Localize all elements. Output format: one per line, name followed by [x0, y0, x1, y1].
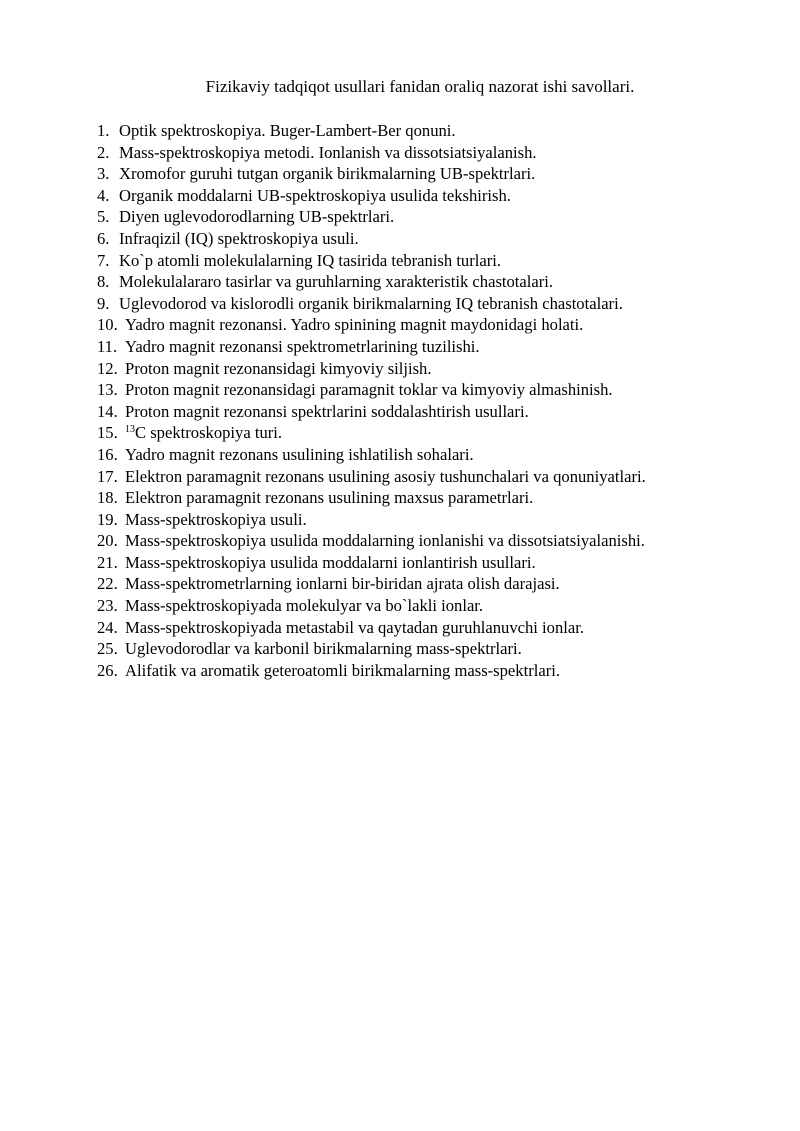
- question-item-12: [97, 358, 787, 380]
- question-text: Mass-spektroskopiya usulida moddalarning ionlanishi va dissotsiatsiyalanishi.: [125, 531, 645, 551]
- question-number: 13.: [97, 380, 118, 400]
- question-number: 17.: [97, 466, 118, 486]
- question-text: Mass-spektroskopiya metodi. Ionlanish va dissotsiatsiyalanish.: [119, 142, 537, 162]
- question-number: 24.: [97, 617, 118, 637]
- question-text: Mass-spektroskopiyada molekulyar va bo`lakli ionlar.: [125, 596, 484, 616]
- question-number: 1.: [97, 121, 110, 140]
- question-number: 18.: [97, 488, 118, 508]
- question-text: Optik spektroskopiya. Buger-Lambert-Ber qonuni.: [119, 121, 456, 140]
- question-number: 6.: [97, 228, 110, 248]
- question-number: 26.: [97, 660, 118, 680]
- question-item-9: [97, 293, 787, 315]
- question-item-5: [97, 206, 787, 228]
- superscript-isotope: 13: [125, 424, 135, 436]
- question-item-21: [97, 552, 787, 574]
- question-item-25: [97, 638, 787, 660]
- question-number: 20.: [97, 531, 118, 551]
- question-text: Uglevodorod va kislorodli organik birikmalarning IQ tebranish chastotalari.: [119, 293, 623, 313]
- question-item-22: [97, 573, 787, 595]
- question-number: 21.: [97, 552, 118, 572]
- question-number: 14.: [97, 401, 118, 421]
- question-number: 5.: [97, 207, 110, 227]
- question-item-2: [97, 142, 787, 164]
- question-item-13: [97, 379, 787, 401]
- question-text: Elektron paramagnit rezonans usulining asosiy tushunchalari va qonuniyatlari.: [125, 466, 646, 486]
- question-number: 11.: [97, 336, 118, 356]
- question-number: 2.: [97, 142, 110, 162]
- question-number: 4.: [97, 185, 110, 205]
- question-text: Molekulalararo tasirlar va guruhlarning xarakteristik chastotalari.: [119, 272, 554, 292]
- question-text: Diyen uglevodorodlarning UB-spektrlari.: [119, 207, 395, 227]
- question-text: Infraqizil (IQ) spektroskopiya usuli.: [119, 228, 359, 248]
- question-text: Xromofor guruhi tutgan organik birikmalarning UB-spektrlari.: [119, 164, 536, 184]
- question-item-23: [97, 595, 787, 617]
- question-number: 8.: [97, 272, 110, 292]
- question-number: 19.: [97, 509, 118, 529]
- question-number: 22.: [97, 574, 118, 594]
- question-item-20: [97, 530, 787, 552]
- question-number: 7.: [97, 250, 110, 270]
- question-text: Mass-spektroskopiya usuli.: [125, 509, 307, 529]
- question-number: 23.: [97, 596, 118, 616]
- document-title: Fizikaviy tadqiqot usullari fanidan oraliq nazorat ishi savollari.: [205, 77, 635, 96]
- question-item-19: [97, 509, 787, 531]
- question-number: 16.: [97, 444, 118, 464]
- question-text: Yadro magnit rezonans usulining ishlatilish sohalari.: [125, 444, 474, 464]
- question-number: 15.: [97, 423, 118, 443]
- question-item-16: [97, 444, 787, 466]
- question-text: Elektron paramagnit rezonans usulining maxsus parametrlari.: [125, 488, 534, 508]
- question-text: Alifatik va aromatik geteroatomli birikmalarning mass-spektrlari.: [125, 660, 560, 680]
- question-item-10: [97, 314, 787, 336]
- question-text: Organik moddalarni UB-spektroskopiya usulida tekshirish.: [119, 185, 511, 205]
- question-item-14: [97, 401, 787, 423]
- question-text-main: C spektroskopiya turi.: [135, 423, 283, 443]
- question-number: 9.: [97, 293, 110, 313]
- question-text: Mass-spektroskopiya usulida moddalarni ionlantirish usullari.: [125, 552, 536, 572]
- question-number: 25.: [97, 639, 118, 659]
- question-list: [97, 120, 787, 681]
- question-item-11: [97, 336, 787, 358]
- question-text: [125, 422, 282, 444]
- question-text: Proton magnit rezonansidagi paramagnit toklar va kimyoviy almashinish.: [125, 380, 613, 400]
- question-number: 12.: [97, 358, 118, 378]
- question-text: Mass-spektrometrlarning ionlarni bir-biridan ajrata olish darajasi.: [125, 574, 560, 594]
- question-item-26: [97, 660, 787, 682]
- question-item-24: [97, 617, 787, 639]
- question-item-3: [97, 163, 787, 185]
- question-text: Mass-spektroskopiyada metastabil va qaytadan guruhlanuvchi ionlar.: [125, 617, 584, 637]
- question-text: Uglevodorodlar va karbonil birikmalarning mass-spektrlari.: [125, 639, 522, 659]
- question-item-7: [97, 250, 787, 272]
- question-text: Ko`p atomli molekulalarning IQ tasirida tebranish turlari.: [119, 250, 502, 270]
- question-text: Yadro magnit rezonansi spektrometrlarining tuzilishi.: [125, 336, 480, 356]
- question-number: 10.: [97, 315, 118, 335]
- question-item-18: [97, 487, 787, 509]
- question-item-15: [97, 422, 787, 444]
- question-item-8: [97, 271, 787, 293]
- question-text: Proton magnit rezonansi spektrlarini soddalashtirish usullari.: [125, 401, 529, 421]
- question-text: Proton magnit rezonansidagi kimyoviy siljish.: [125, 358, 432, 378]
- question-item-6: [97, 228, 787, 250]
- question-item-1: [97, 120, 787, 142]
- question-number: 3.: [97, 164, 110, 184]
- question-text: Yadro magnit rezonansi. Yadro spinining magnit maydonidagi holati.: [125, 315, 584, 335]
- question-item-17: [97, 466, 787, 488]
- question-item-4: [97, 185, 787, 207]
